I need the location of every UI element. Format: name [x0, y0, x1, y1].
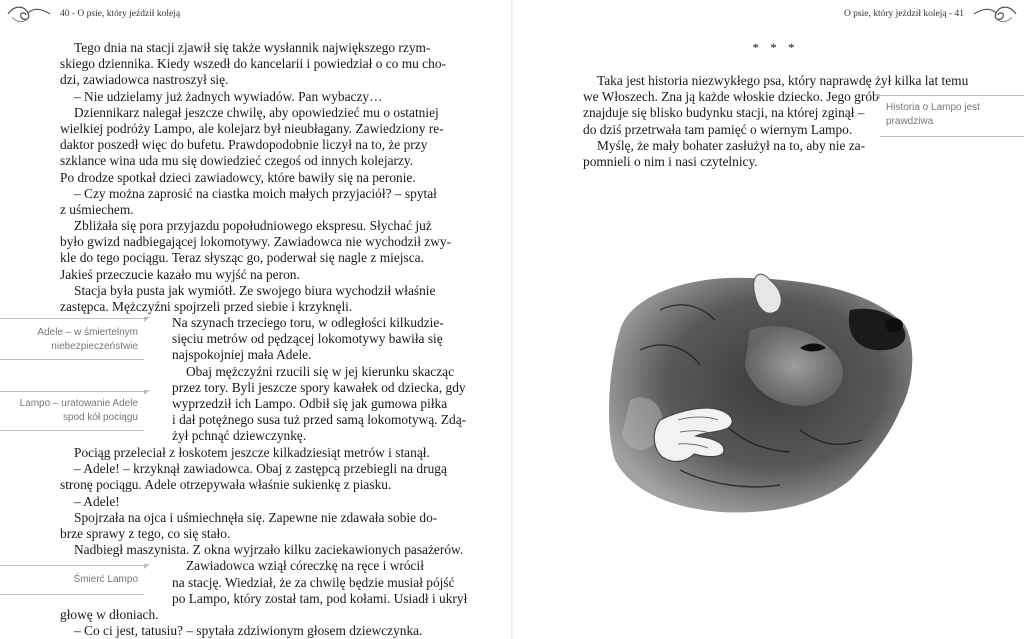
- note-rule: [0, 594, 144, 595]
- text-line: Jakieś przeczucie kazało mu wyjść na peron.: [60, 266, 300, 282]
- text-line: brze sprawy z tego, co się stało.: [60, 525, 231, 541]
- flourish-ornament-icon: [972, 3, 1018, 25]
- text-line: do dziś przetrwała tam pamięć o wiernym Lampo.: [583, 121, 853, 137]
- note-line: Adele – w śmiertelnym: [37, 327, 138, 338]
- margin-note-adele-danger: [0, 318, 144, 360]
- text-line: – Adele!: [74, 493, 120, 509]
- text-line: Obaj mężczyźni rzucili się w jej kierunku skacząc: [186, 363, 455, 379]
- text-line: daktor poszedł więc do bufetu. Prawdopodobnie liczył na to, że przy: [60, 137, 428, 153]
- text-line: żył pchnąć dziewczynkę.: [172, 428, 307, 444]
- text-line: szklance wina uda mu się dowiedzieć czegoś od innych kolejarzy.: [60, 153, 414, 169]
- note-line: prawdziwa: [886, 116, 934, 127]
- note-line: spod kół pociągu: [62, 412, 138, 423]
- text-line: Tego dnia na stacji zjawił się także wysłannik największego rzym-: [74, 40, 431, 55]
- text-line: z uśmiechem.: [60, 201, 134, 217]
- text-line: Zawiadowca wziął córeczkę na ręce i wrócił: [186, 558, 424, 574]
- text-line: zastępca. Mężczyźni spojrzeli przed siebie i krzyknęli.: [60, 299, 353, 314]
- text-line: Spojrzała na ojca i uśmiechnęła się. Zapewne nie zdawała sobie do-: [74, 509, 438, 525]
- text-line: na stację. Wiedział, że za chwilę będzie musiał pójść: [172, 574, 455, 590]
- dog-and-hand-illustration: [600, 270, 920, 520]
- text-line: Na szynach trzeciego toru, w odległości kilkudzie-: [172, 315, 444, 330]
- note-pointer-icon: [144, 390, 150, 395]
- note-line: Lampo – uratowanie Adele: [19, 398, 138, 409]
- text-line: Myślę, że mały bohater zasłużył na to, aby nie za-: [597, 137, 866, 153]
- text-line: kle do tego pociągu. Teraz słysząc go, poderwał się nagle z miejsca.: [60, 250, 424, 266]
- note-pointer-icon: [144, 317, 150, 322]
- text-line: Nadbiegł maszynista. Z okna wyjrzało kilku zaciekawionych pasażerów.: [74, 542, 464, 558]
- margin-note-true-story: [880, 95, 1024, 137]
- running-head-left: 40 - O psie, który jeździł koleją: [60, 9, 181, 19]
- text-line: Dziennikarz nalegał jeszcze chwilę, aby opowiedzieć mu o ostatniej: [74, 104, 439, 120]
- note-line: Śmierć Lampo: [73, 574, 138, 585]
- note-pointer-icon: [144, 564, 150, 569]
- book-gutter: [511, 0, 513, 639]
- note-rule: [880, 95, 1024, 96]
- text-line: sięciu metrów od pędzącej lokomotywy bawiła się: [172, 331, 443, 347]
- note-rule: [0, 318, 144, 319]
- margin-note-lampo-death: [0, 565, 144, 595]
- dog-nose: [885, 318, 903, 332]
- body-text-top: [60, 40, 452, 315]
- note-rule: [0, 359, 144, 360]
- text-line: Zbliżała się pora przyjazdu popołudniowego ekspresu. Słychać już: [74, 218, 432, 234]
- text-line: wyprzedził ich Lampo. Odbił się jak gumowa piłka: [172, 395, 448, 411]
- note-line: niebezpieczeństwie: [51, 341, 138, 352]
- text-line: stronę pociągu. Adele otrzepywała właśnie sukienkę z piasku.: [60, 477, 392, 493]
- text-line: – Co ci jest, tatusiu? – spytała zdziwionym głosem dziewczynka.: [74, 623, 423, 639]
- note-rule: [0, 430, 144, 431]
- text-line: skiego dziennika. Kiedy wszedł do kancelarii i powiedział o co mu cho-: [60, 56, 446, 72]
- body-text-bottom: [60, 445, 468, 639]
- text-line: we Włoszech. Zna ją każde włoskie dziecko. Jego grób: [583, 89, 879, 105]
- note-rule: [0, 391, 144, 392]
- text-line: Taka jest historia niezwykłego psa, który naprawdę żył kilka lat temu: [597, 73, 969, 88]
- text-line: – Czy można zaprosić na ciastka moich małych przyjaciół? – spytał: [74, 185, 437, 201]
- text-line: głowę w dłoniach.: [60, 606, 159, 622]
- text-line: – Adele! – krzyknął zawiadowca. Obaj z zastępcą przebiegli na drugą: [74, 461, 447, 477]
- section-break: * * *: [752, 40, 799, 55]
- running-head-right: O psie, który jeździł koleją - 41: [843, 9, 964, 19]
- body-text-middle: [172, 315, 467, 445]
- text-line: wielkiej podróży Lampo, ale kolejarz był nieubłagany. Zawiedziony re-: [60, 120, 444, 136]
- text-line: Stacja była pusta jak wymiótł. Ze swojego biura wychodził właśnie: [74, 282, 436, 298]
- text-line: i dał potężnego susa tuż przed samą lokomotywą. Zdą-: [172, 412, 467, 428]
- text-line: pomnieli o nim i nasi czytelnicy.: [583, 153, 758, 169]
- note-rule: [880, 136, 1024, 137]
- note-pointer-icon: [874, 94, 880, 99]
- text-line: było gwizd nadbiegającej lokomotywy. Zawiadowca nie wychodził zwy-: [60, 234, 452, 250]
- text-line: – Nie udzielamy już żadnych wywiadów. Pan wybaczy…: [74, 88, 383, 104]
- text-line: Po drodze spotkał dzieci zawiadowcy, które bawiły się na peronie.: [60, 169, 416, 185]
- margin-note-lampo-rescue: [0, 391, 144, 431]
- text-line: najspokojniej mała Adele.: [172, 347, 312, 363]
- note-line: Historia o Lampo jest: [886, 102, 980, 113]
- note-rule: [0, 565, 144, 566]
- text-line: znajduje się blisko budynku stacji, na której zginął –: [583, 105, 865, 121]
- text-line: po Lampo, który został tam, pod kołami. Usiadł i ukrył: [172, 590, 468, 606]
- text-line: dzi, zawiadowca nastroszył się.: [60, 72, 229, 88]
- text-line: Pociąg przeleciał z łoskotem jeszcze kilkadziesiąt metrów i stanął.: [74, 445, 430, 460]
- text-line: przez tory. Byli jeszcze spory kawałek od dziecka, gdy: [172, 379, 466, 395]
- flourish-ornament-icon: [6, 3, 52, 25]
